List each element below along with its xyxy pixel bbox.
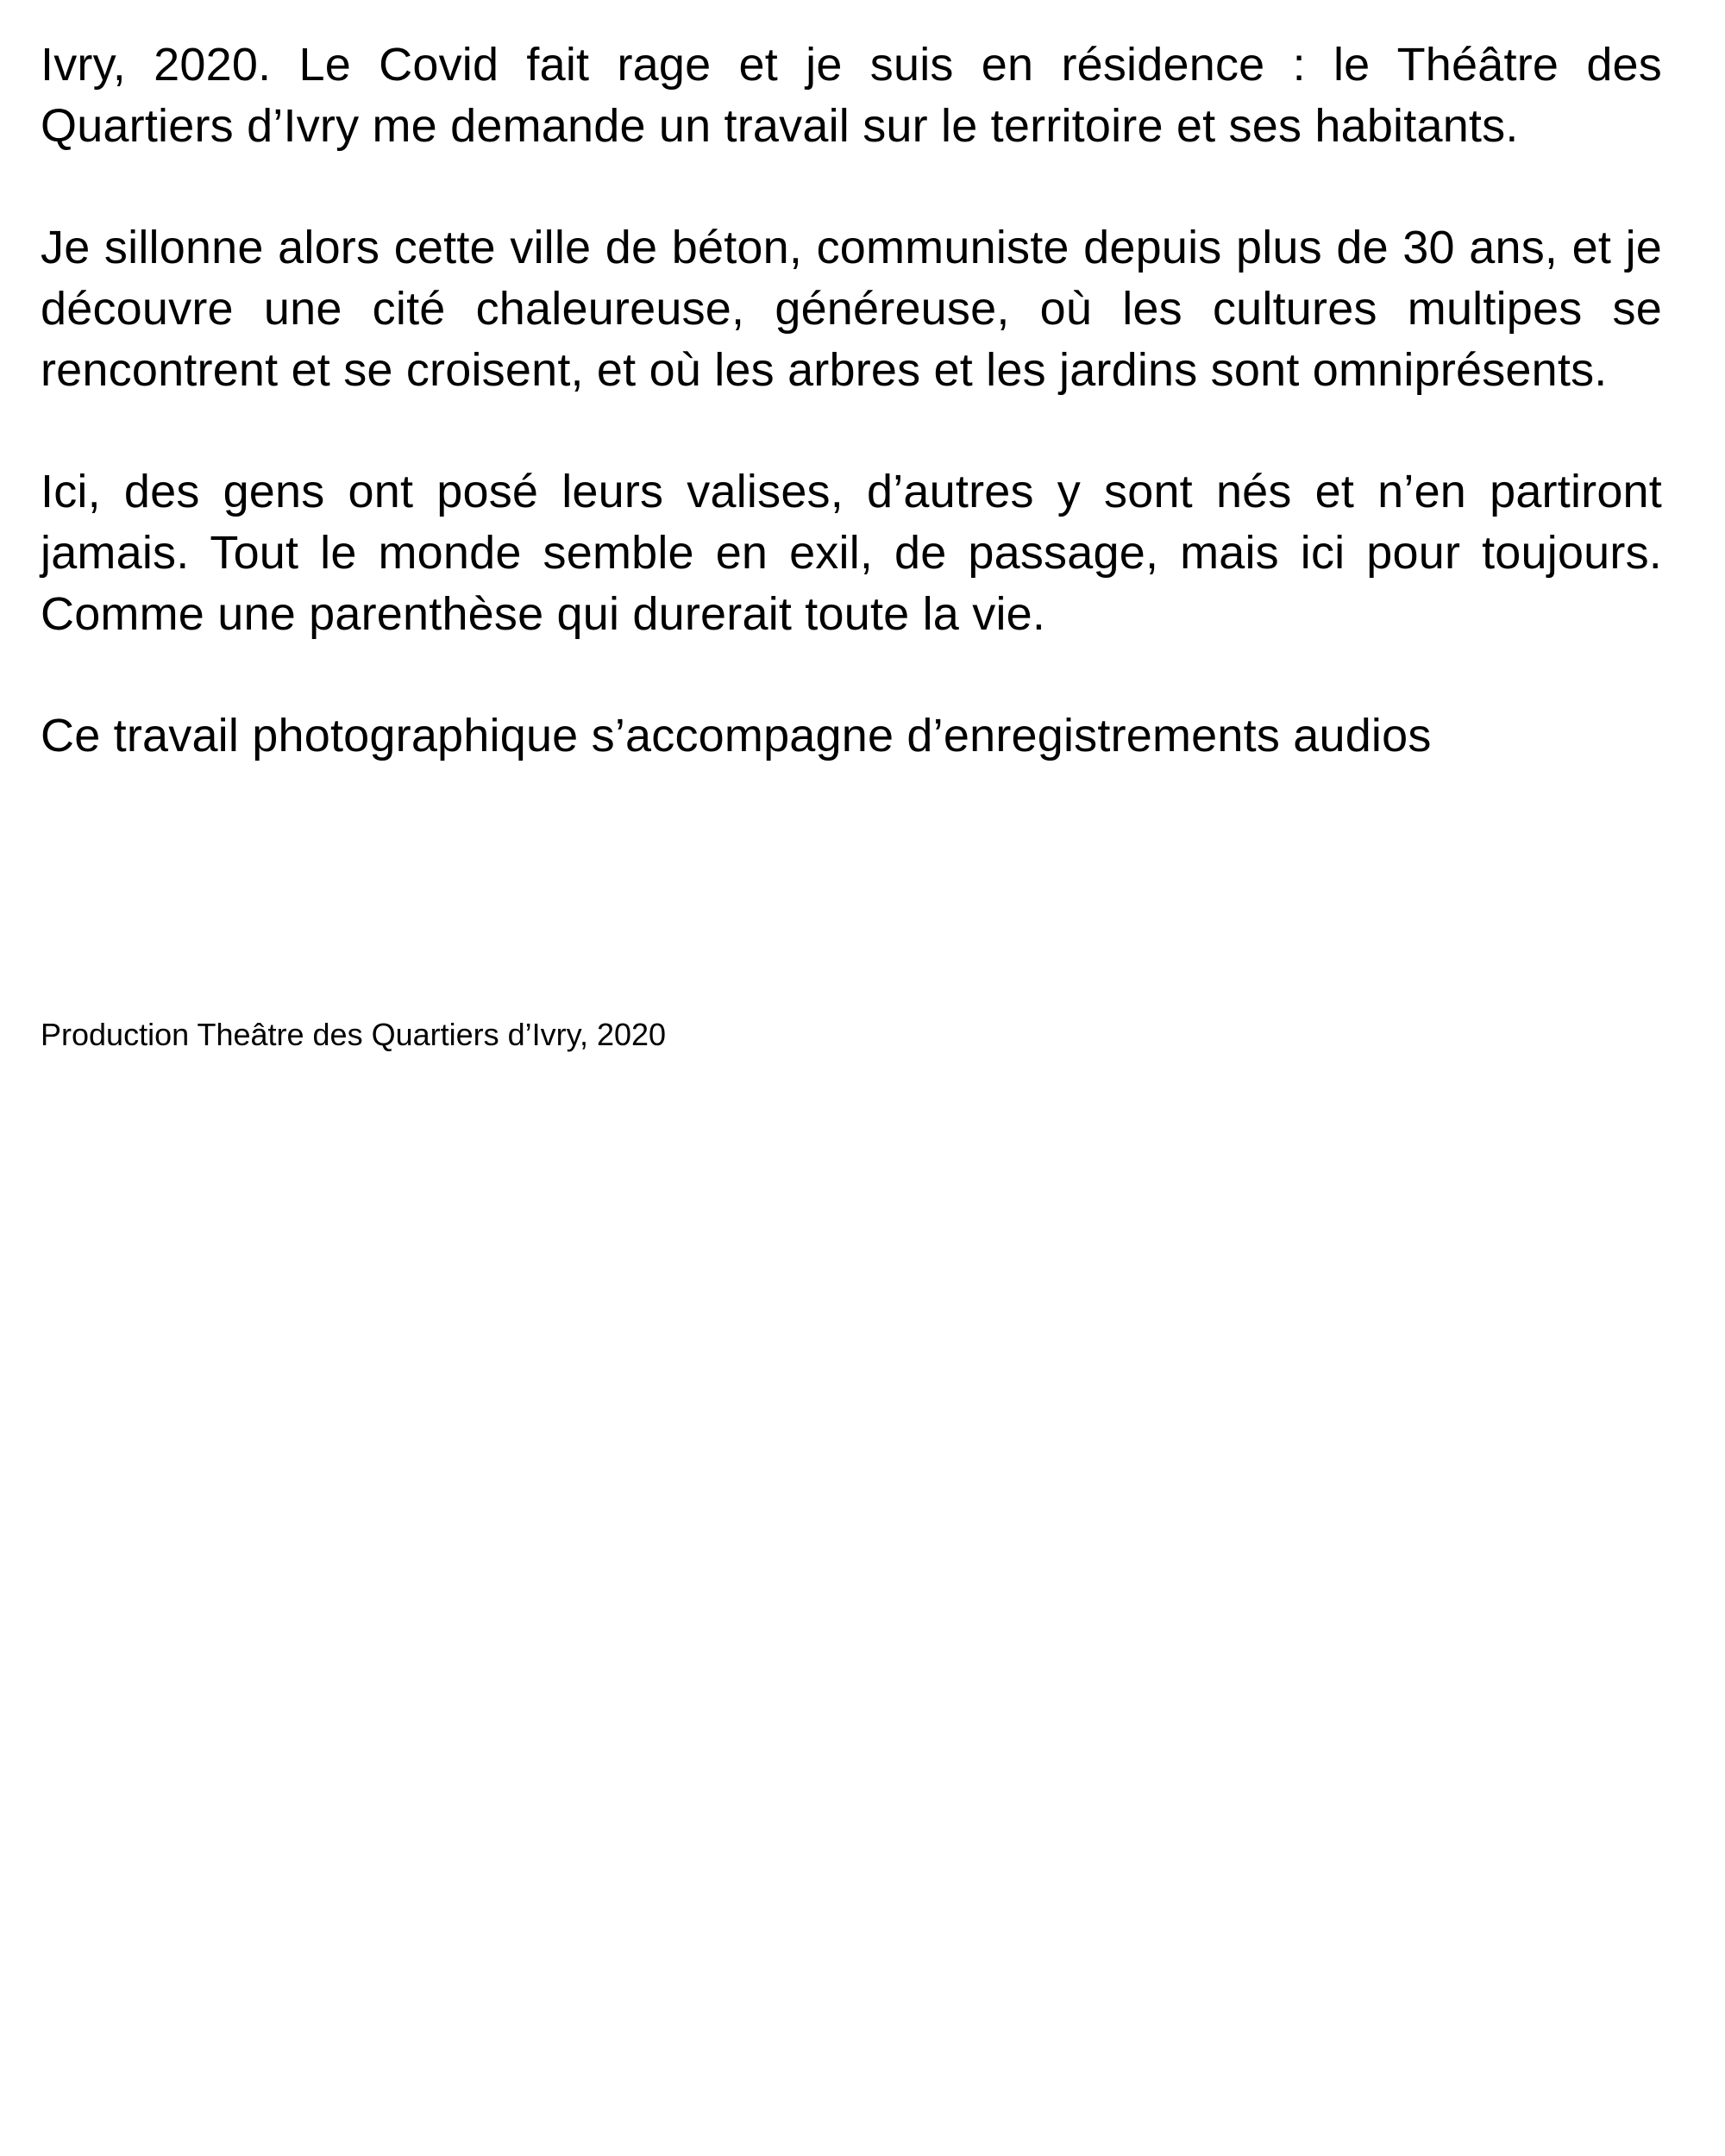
paragraph-exile: Ici, des gens ont posé leurs valises, d’autres y sont nés et n’en partiront jamais. Tout le monde semble en exil, de passage, mais ici pour toujours. Comme une parenthèse qui durerait toute la vie. [41, 466, 1662, 640]
production-credit: Production Theâtre des Quartiers d’Ivry, 2020 [41, 1017, 667, 1052]
paragraph-audio: Ce travail photographique s’accompagne d’enregistrements audios [41, 710, 1432, 761]
document-body [41, 34, 1662, 827]
paragraph-intro: Ivry, 2020. Le Covid fait rage et je suis en résidence : le Théâtre des Quartiers d’Ivry me demande un travail sur le territoire et ses habitants. [41, 39, 1662, 152]
paragraph-city: Je sillonne alors cette ville de béton, communiste depuis plus de 30 ans, et je découvre une cité chaleureuse, généreuse, où les cultures multipes se rencontrent et se croisent, et où les arbres et les jardins sont omniprésents. [41, 222, 1662, 396]
